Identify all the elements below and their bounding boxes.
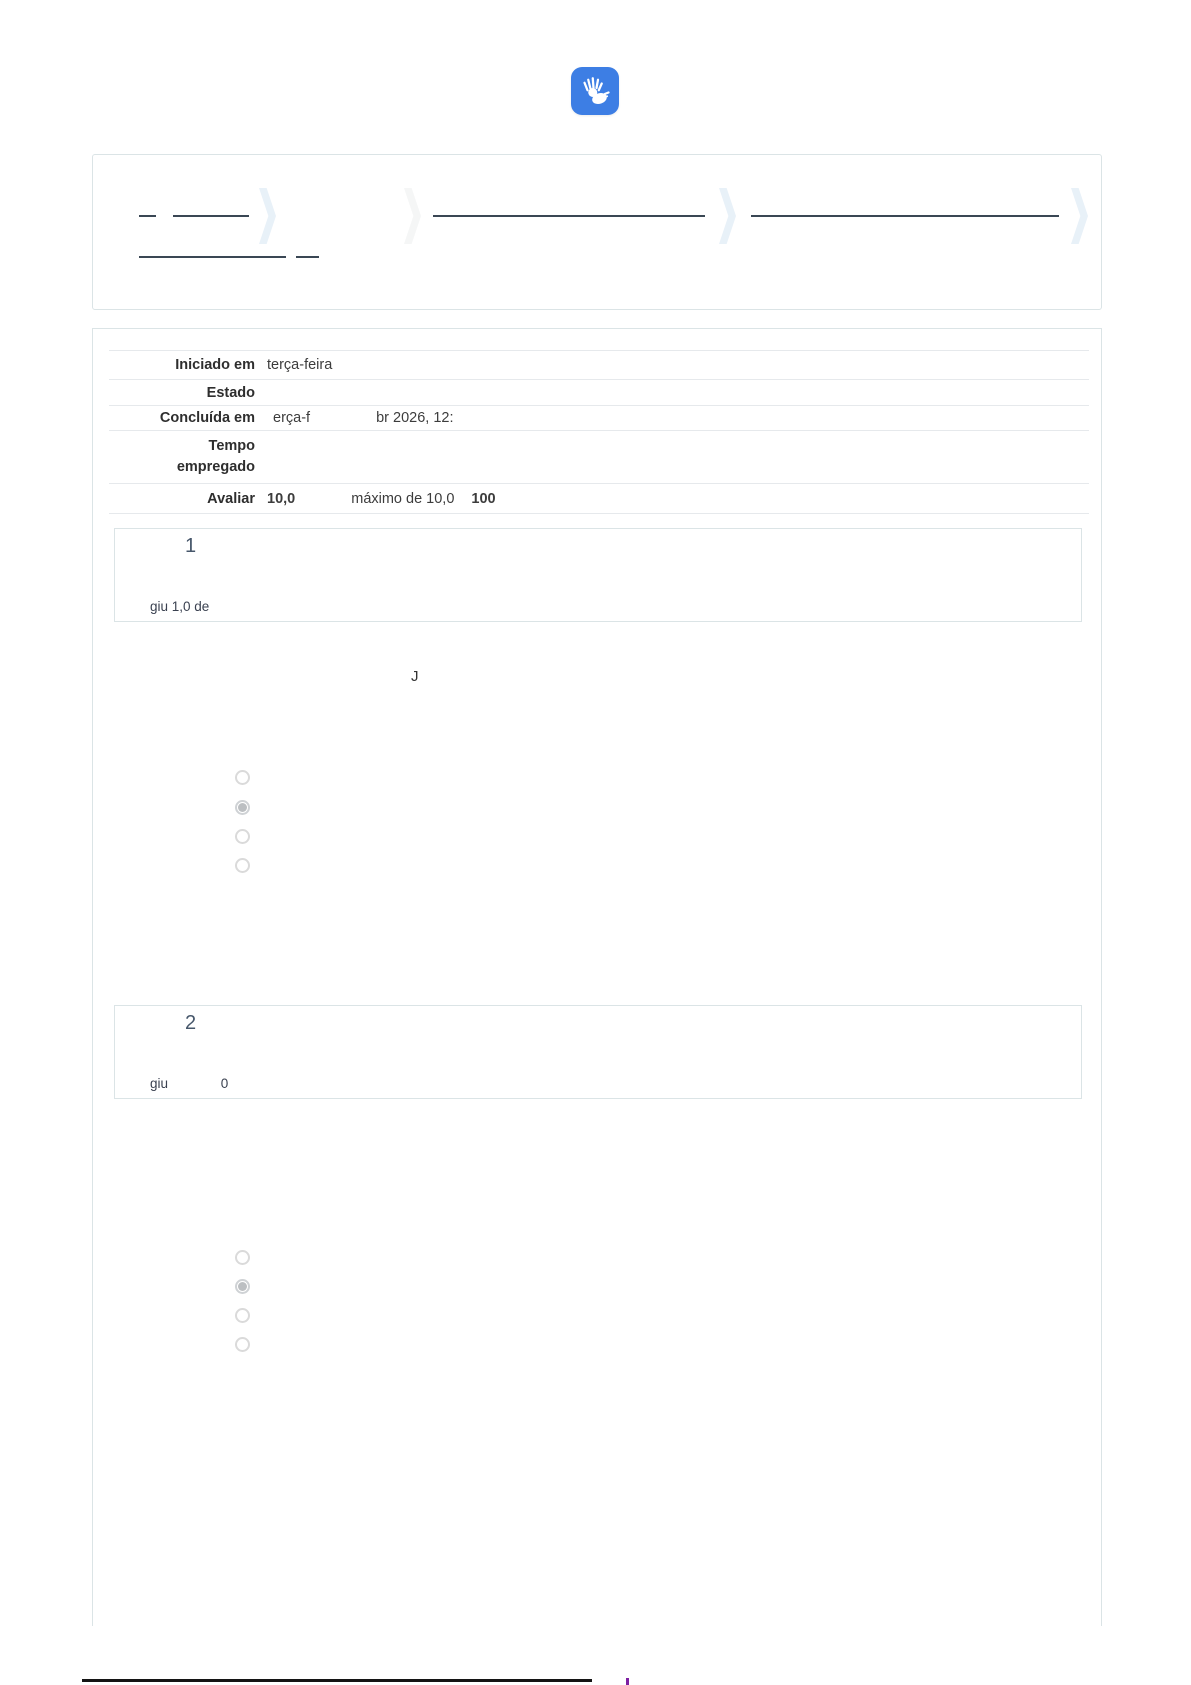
breadcrumb-link-3[interactable] bbox=[433, 215, 705, 217]
answer-radio[interactable] bbox=[235, 770, 250, 785]
summary-row-state bbox=[109, 379, 1089, 405]
breadcrumb-link-2[interactable] bbox=[173, 215, 249, 217]
answer-radio[interactable] bbox=[235, 829, 250, 844]
summary-label: Concluída em bbox=[159, 410, 255, 426]
chevron-right-icon bbox=[1071, 188, 1088, 244]
question-number: 1 bbox=[185, 535, 197, 557]
question-1-info-box bbox=[114, 528, 1082, 622]
summary-row-started bbox=[109, 350, 1089, 379]
summary-row-completed bbox=[109, 405, 1089, 430]
breadcrumb-link-1[interactable] bbox=[139, 215, 156, 217]
summary-value-part: erça-f bbox=[273, 410, 311, 426]
summary-label: Avaliar bbox=[207, 490, 255, 507]
grade-value: 10,0 bbox=[267, 490, 296, 507]
question-grade-text: giu 1,0 de bbox=[150, 599, 210, 614]
answer-radio[interactable] bbox=[235, 1308, 250, 1323]
question-1-text: J bbox=[411, 668, 419, 685]
attempt-summary-table bbox=[109, 350, 1089, 514]
grade-percent: 100 bbox=[471, 490, 496, 507]
answer-radio[interactable] bbox=[235, 1250, 250, 1265]
app-logo[interactable] bbox=[571, 67, 619, 115]
breadcrumb-link-5[interactable] bbox=[139, 256, 286, 258]
summary-value-part: br 2026, 12: bbox=[376, 410, 454, 426]
chevron-right-icon bbox=[404, 188, 421, 244]
grade-prefix: giu bbox=[150, 1076, 169, 1091]
chevron-right-icon bbox=[719, 188, 736, 244]
summary-value: terça-feira bbox=[267, 357, 333, 373]
answer-radio[interactable] bbox=[235, 800, 250, 815]
summary-label: Iniciado em bbox=[175, 357, 255, 373]
breadcrumb-link-4[interactable] bbox=[751, 215, 1059, 217]
bottom-cursor-mark bbox=[626, 1678, 629, 1685]
chevron-right-icon bbox=[259, 188, 276, 244]
summary-label: Estado bbox=[206, 384, 255, 401]
bottom-divider-bar bbox=[82, 1679, 592, 1682]
quiz-review-panel bbox=[92, 328, 1102, 1626]
breadcrumb bbox=[92, 154, 1102, 310]
sign-language-hands-icon bbox=[580, 76, 610, 106]
question-2-info-box bbox=[114, 1005, 1082, 1099]
answer-radio[interactable] bbox=[235, 858, 250, 873]
grade-max-text: máximo de 10,0 bbox=[351, 490, 455, 507]
answer-radio[interactable] bbox=[235, 1279, 250, 1294]
summary-label: Tempo empregado bbox=[176, 437, 255, 475]
summary-row-time-taken bbox=[109, 430, 1089, 483]
question-number: 2 bbox=[185, 1012, 197, 1034]
summary-row-grade bbox=[109, 483, 1089, 514]
breadcrumb-link-6[interactable] bbox=[296, 256, 319, 258]
grade-number: 0 bbox=[220, 1076, 229, 1091]
question-grade-text bbox=[150, 1076, 228, 1091]
answer-radio[interactable] bbox=[235, 1337, 250, 1352]
